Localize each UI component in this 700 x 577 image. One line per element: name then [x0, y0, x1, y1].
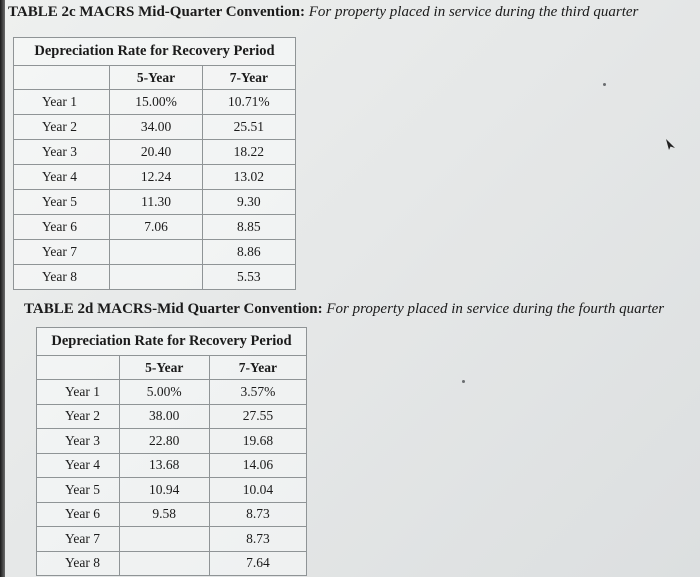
table-2c-row	[14, 265, 296, 290]
table-2c-body	[14, 90, 296, 290]
table-2d-seven-year-rate: 3.57%	[209, 380, 306, 405]
table-2c-col-5yr: 5-Year	[110, 66, 202, 90]
table-2d-year-label: Year 1	[37, 380, 120, 405]
dust-speck	[462, 380, 465, 383]
table-2c-year-label: Year 5	[14, 190, 110, 215]
table-2c-seven-year-rate: 8.85	[202, 215, 295, 240]
table-2d-year-label: Year 7	[37, 527, 120, 552]
table-2d-seven-year-rate: 7.64	[209, 551, 306, 576]
table-2d-year-label: Year 4	[37, 453, 120, 478]
table-2c-year-label: Year 8	[14, 265, 110, 290]
table-2c-corner	[14, 66, 110, 90]
table-2d-corner	[37, 356, 120, 380]
table-2c-seven-year-rate: 5.53	[202, 265, 295, 290]
table-2c-seven-year-rate: 18.22	[202, 140, 295, 165]
table-2d-row	[37, 502, 307, 527]
table-2c-title-italic: For property placed in service during the third quarter	[308, 4, 639, 20]
table-2d	[36, 327, 307, 576]
table-2c-seven-year-rate: 9.30	[202, 190, 295, 215]
table-2c-five-year-rate	[110, 265, 202, 290]
table-2d-col-5yr: 5-Year	[119, 356, 209, 380]
table-2c-seven-year-rate: 8.86	[202, 240, 295, 265]
table-2d-row	[37, 551, 307, 576]
table-2d-seven-year-rate: 14.06	[209, 453, 306, 478]
table-2c-five-year-rate: 20.40	[110, 140, 202, 165]
table-2c-five-year-rate: 15.00%	[110, 90, 202, 115]
table-2c-five-year-rate: 11.30	[110, 190, 202, 215]
table-2d-col-7yr: 7-Year	[209, 356, 306, 380]
table-2d-seven-year-rate: 27.55	[209, 404, 306, 429]
table-2d-year-label: Year 5	[37, 478, 120, 503]
table-2c-five-year-rate: 12.24	[110, 165, 202, 190]
table-2c-title-bold: TABLE 2c MACRS Mid-Quarter Convention:	[8, 4, 305, 20]
table-2c-year-label: Year 2	[14, 115, 110, 140]
table-2c-row	[14, 215, 296, 240]
table-2d-five-year-rate: 5.00%	[119, 380, 209, 405]
table-2d-row	[37, 404, 307, 429]
table-2d-row	[37, 453, 307, 478]
table-2d-body	[37, 380, 307, 576]
table-2d-five-year-rate: 13.68	[119, 453, 209, 478]
table-2c-seven-year-rate: 13.02	[202, 165, 295, 190]
table-2d-year-label: Year 6	[37, 502, 120, 527]
table-2d-five-year-rate: 22.80	[119, 429, 209, 454]
table-2d-seven-year-rate: 8.73	[209, 527, 306, 552]
table-2d-row	[37, 527, 307, 552]
table-2c-row	[14, 115, 296, 140]
table-2c-year-label: Year 4	[14, 165, 110, 190]
table-2c-year-label: Year 1	[14, 90, 110, 115]
table-2d-seven-year-rate: 10.04	[209, 478, 306, 503]
table-2d-seven-year-rate: 19.68	[209, 429, 306, 454]
table-2c-five-year-rate	[110, 240, 202, 265]
table-2d-seven-year-rate: 8.73	[209, 502, 306, 527]
table-2c-seven-year-rate: 25.51	[202, 115, 295, 140]
table-2d-five-year-rate: 38.00	[119, 404, 209, 429]
table-2d-header: Depreciation Rate for Recovery Period	[37, 328, 307, 356]
mouse-pointer-icon	[664, 138, 676, 150]
table-2d-five-year-rate	[119, 527, 209, 552]
table-2c-five-year-rate: 34.00	[110, 115, 202, 140]
table-2c-seven-year-rate: 10.71%	[202, 90, 295, 115]
table-2c-header: Depreciation Rate for Recovery Period	[14, 38, 296, 66]
table-2d-year-label: Year 8	[37, 551, 120, 576]
table-2c-col-7yr: 7-Year	[202, 66, 295, 90]
table-2c-row	[14, 90, 296, 115]
table-2d-five-year-rate: 9.58	[119, 502, 209, 527]
table-2c	[13, 37, 296, 290]
photo-edge	[0, 0, 5, 577]
table-2d-five-year-rate	[119, 551, 209, 576]
table-2c-row	[14, 165, 296, 190]
table-2d-row	[37, 380, 307, 405]
table-2c-year-label: Year 6	[14, 215, 110, 240]
table-2c-title	[8, 3, 638, 21]
dust-speck	[603, 83, 606, 86]
table-2c-year-label: Year 3	[14, 140, 110, 165]
table-2c-row	[14, 140, 296, 165]
table-2d-five-year-rate: 10.94	[119, 478, 209, 503]
table-2c-row	[14, 190, 296, 215]
table-2d-title	[24, 300, 664, 318]
table-2d-title-bold: TABLE 2d MACRS-Mid Quarter Convention:	[24, 301, 323, 317]
table-2d-title-italic: For property placed in service during the fourth quarter	[326, 301, 665, 317]
table-2c-year-label: Year 7	[14, 240, 110, 265]
table-2d-row	[37, 429, 307, 454]
table-2d-row	[37, 478, 307, 503]
table-2c-row	[14, 240, 296, 265]
table-2d-year-label: Year 2	[37, 404, 120, 429]
table-2d-year-label: Year 3	[37, 429, 120, 454]
table-2c-five-year-rate: 7.06	[110, 215, 202, 240]
